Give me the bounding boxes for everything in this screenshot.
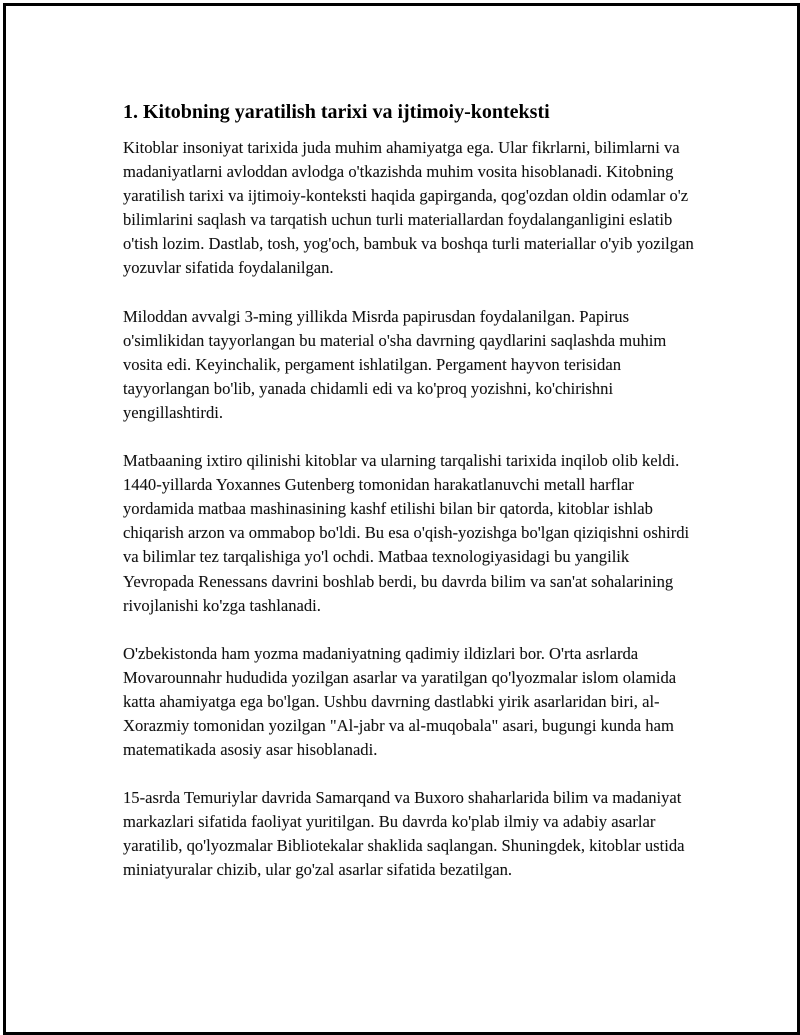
paragraph-4: O'zbekistonda ham yozma madaniyatning qadimiy ildizlari bor. O'rta asrlarda Movarounnahr hududida yozilgan asarlar va yaratilgan qo'lyozmalar islom olamida katta ahamiyatga ega bo'lgan. Ushbu davrning dastlabki yirik asarlaridan biri, al-Xorazmiy tomonidan yozilgan "Al-jabr va al-muqobala" asari, bugungi kunda ham matematikada asosiy asar hisoblanadi.	[123, 643, 677, 760]
paragraph-5: 15-asrda Temuriylar davrida Samarqand va Buxoro shaharlarida bilim va madaniyat markazlari sifatida faoliyat yuritilgan. Bu davrda ko'plab ilmiy va adabiy asarlar yaratilib, qo'lyozmalar Bibliotekalar shaklida saqlangan. Shuningdek, kitoblar ustida miniatyuralar chizib, ular go'zal asarlar sifatida bezatilgan.	[123, 788, 685, 880]
document-title: 1. Kitobning yaratilish tarixi va ijtimoiy-konteksti	[123, 101, 550, 123]
page-frame	[3, 3, 800, 1035]
paragraph-2: Miloddan avvalgi 3-ming yillikda Misrda papirusdan foydalanilgan. Papirus o'simlikidan tayyorlangan bu material o'sha davrning qaydlarini saqlashda muhim vosita edi. Keyinchalik, pergament ishlatilgan. Pergament hayvon terisidan tayyorlangan bo'lib, yanada chidamli edi va ko'proq yozishni, ko'chirishni yengillashtirdi.	[123, 306, 667, 422]
paragraph-1: Kitoblar insoniyat tarixida juda muhim ahamiyatga ega. Ular fikrlarni, bilimlarni va madaniyatlarni avloddan avlodga o'tkazishda muhim vosita hisoblanadi. Kitobning yaratilish tarixi va ijtimoiy-konteksti haqida gapirganda, qog'ozdan oldin odamlar o'z bilimlarini saqlash va tarqatish uchun turli materiallardan foydalanganligini eslatib o'tish lozim. Dastlab, tosh, yog'och, bambuk va boshqa turli materiallar o'yib yozilgan yozuvlar sifatida foydalanilgan.	[123, 138, 694, 278]
document-body	[121, 100, 701, 907]
paragraph-3: Matbaaning ixtiro qilinishi kitoblar va ularning tarqalishi tarixida inqilob olib keldi. 1440-yillarda Yoxannes Gutenberg tomonidan harakatlanuvchi metall harflar yordamida matbaa mashinasining kashf etilishi bilan bir qatorda, kitoblar ishlab chiqarish arzon va ommabop bo'ldi. Bu esa o'qish-yozishga bo'lgan qiziqishni oshirdi va bilimlar tez tarqalishiga yo'l ochdi. Matbaa texnologiyasidagi bu yangilik Yevropada Renessans davrini boshlab berdi, bu davrda bilim va san'at sohalarining rivojlanishi ko'zga tashlanadi.	[123, 451, 690, 615]
